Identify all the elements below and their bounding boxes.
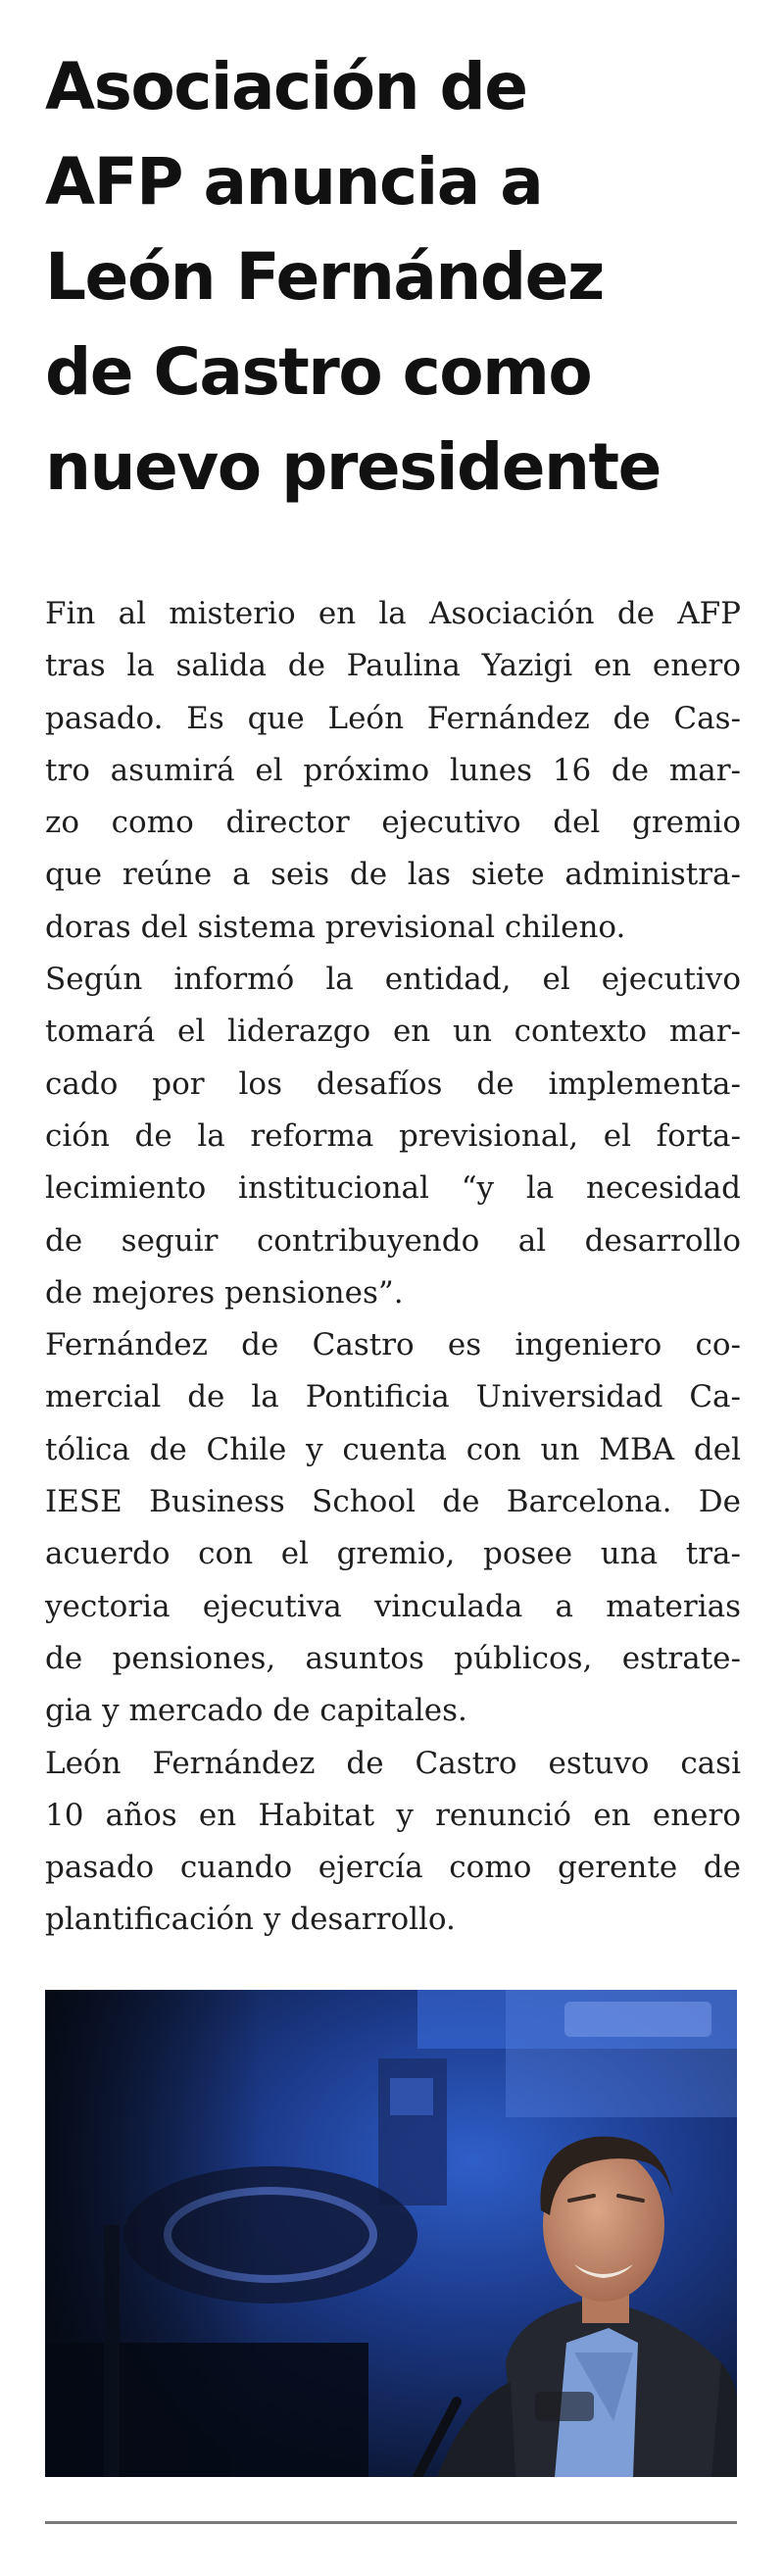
speaker-portrait-image (45, 1990, 737, 2477)
body-line: Según informó la entidad, el ejecutivo (45, 962, 741, 998)
article-body (45, 588, 741, 1947)
body-line: cado por los desafíos de implementa- (45, 1065, 741, 1102)
body-line: tras la salida de Paulina Yazigi en enero (45, 648, 741, 684)
body-line: tro asumirá el próximo lunes 16 de mar- (45, 752, 741, 788)
body-line: yectoria ejecutiva vinculada a materias (45, 1588, 741, 1624)
body-line: tomará el liderazgo en un contexto mar- (45, 1014, 741, 1050)
body-line: IESE Business School de Barcelona. De (45, 1484, 741, 1520)
body-line: 10 años en Habitat y renunció en enero (45, 1797, 741, 1833)
body-line: gia y mercado de capitales. (45, 1693, 467, 1729)
body-line: Fernández de Castro es ingeniero co- (45, 1327, 741, 1363)
body-line: ción de la reforma previsional, el forta- (45, 1117, 741, 1154)
article-photo (45, 1990, 737, 2477)
body-line: de seguir contribuyendo al desarrollo (45, 1222, 741, 1259)
body-line: zo como director ejecutivo del gremio (45, 805, 741, 841)
headline-line: de Castro como (45, 334, 592, 410)
body-line: pasado cuando ejercía como gerente de (45, 1850, 741, 1886)
body-line: de pensiones, asuntos públicos, estrate- (45, 1640, 741, 1676)
headline-line: León Fernández (45, 239, 604, 315)
body-line: pasado. Es que León Fernández de Cas- (45, 700, 741, 736)
body-line: mercial de la Pontificia Universidad Ca- (45, 1379, 741, 1415)
body-line: Fin al misterio en la Asociación de AFP (45, 596, 741, 631)
body-line: tólica de Chile y cuenta con un MBA del (45, 1431, 741, 1467)
headline-line: Asociación de (45, 49, 527, 124)
body-line: León Fernández de Castro estuvo casi (45, 1745, 741, 1781)
body-line: doras del sistema previsional chileno. (45, 909, 626, 945)
bottom-rule (45, 2521, 737, 2524)
body-line: plantificación y desarrollo. (45, 1902, 456, 1938)
headline-line: AFP anuncia a (45, 144, 543, 220)
body-line: de mejores pensiones”. (45, 1274, 404, 1311)
article-headline (45, 39, 760, 515)
body-line: lecimiento institucional “y la necesidad (45, 1170, 741, 1207)
body-line: que reúne a seis de las siete administra- (45, 857, 741, 893)
body-line: acuerdo con el gremio, posee una tra- (45, 1536, 741, 1572)
headline-line: nuevo presidente (45, 429, 661, 505)
